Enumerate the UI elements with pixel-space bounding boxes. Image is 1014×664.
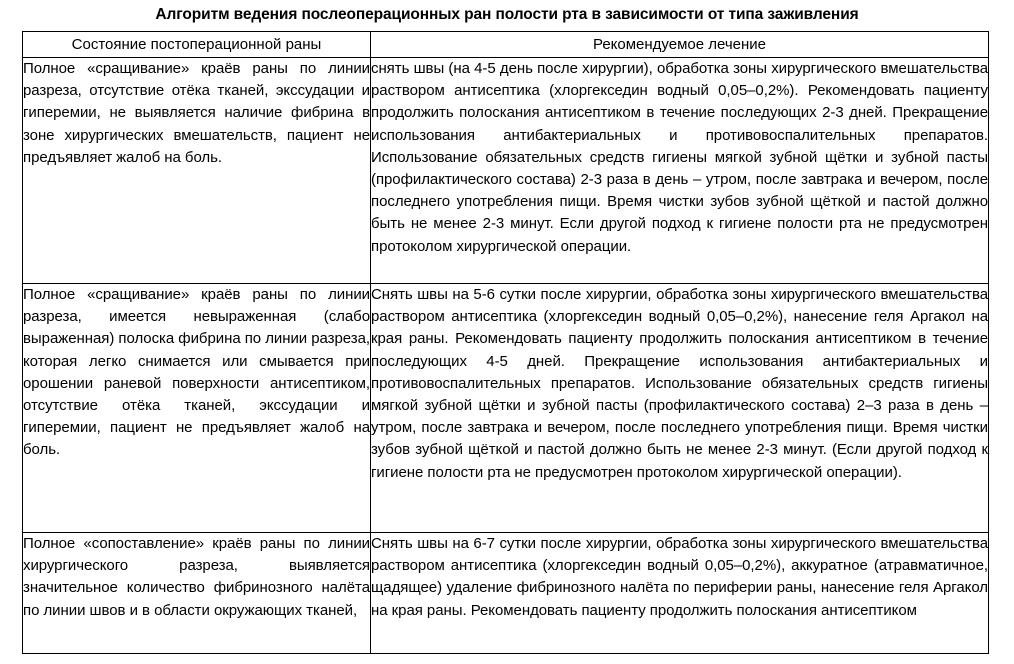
condition-text: Полное «сращивание» краёв раны по линии разреза, имеется невыраженная (слабо выраженная) полоска фибрина по линии разреза, которая легко снимается или смывается при орошении раневой поверхности антисептиком, отсутствие отёка тканей, экссудации и гиперемии, пациент не предъявляет жалоб на боль. [23, 286, 370, 459]
condition-text: Полное «сращивание» краёв раны по линии разреза, отсутствие отёка тканей, экссудации и гиперемии, не выявляется наличие фибрина в зоне хирургических вмешательств, пациент не предъявляет жалоб на боль. [23, 60, 370, 166]
table-header-row [23, 32, 989, 58]
column-header-treatment: Рекомендуемое лечение [371, 32, 989, 58]
cell-treatment [371, 284, 989, 533]
cell-treatment [371, 533, 989, 654]
table-row [23, 58, 989, 284]
column-header-condition: Состояние постоперационной раны [23, 32, 371, 58]
cell-condition [23, 533, 371, 654]
treatment-text: Снять швы на 5-6 сутки после хирургии, обработка зоны хирургического вмешательства раствором антисептика (хлоргекседин водный 0,05–0,2%), нанесение геля Аргакол на края раны. Рекомендовать пациенту продолжить полоскания антисептиком в течение последующих 4-5 дней. Прекращение использования антибактериальных и противовоспалительных препаратов. Использование обязательных средств гигиены мягкой зубной щётки и зубной пасты (профилактического состава) 2–3 раза в день – утром, после завтрака и вечером, после последнего употребления пищи. Время чистки зубов зубной щёткой и пастой должно быть не менее 2-3 минут. (Если другой подход к гигиене полости рта не предусмотрен протоколом хирургической операции). [371, 286, 988, 481]
table-body [23, 58, 989, 654]
cell-treatment [371, 58, 989, 284]
table-row [23, 284, 989, 533]
condition-text: Полное «сопоставление» краёв раны по линии хирургического разреза, выявляется значительное количество фибринозного налёта по линии швов и в области окружающих тканей, [23, 535, 370, 619]
treatment-text: снять швы (на 4-5 день после хирургии), обработка зоны хирургического вмешательства раствором антисептика (хлоргекседин водный 0,05–0,2%). Рекомендовать пациенту продолжить полоскания антисептиком в течение последующих 2-3 дней. Прекращение использования антибактериальных и противовоспалительных препаратов. Использование обязательных средств гигиены мягкой зубной щётки и зубной пасты (профилактического состава) 2-3 раза в день – утром, после завтрака и вечером, после последнего употребления пищи. Время чистки зубов зубной щёткой и пастой должно быть не менее 2-3 минут. Если другой подход к гигиене полости рта не предусмотрен протоколом хирургической операции. [371, 60, 988, 255]
cell-condition [23, 284, 371, 533]
table-header [23, 32, 989, 58]
algorithm-table [22, 31, 989, 654]
cell-condition [23, 58, 371, 284]
treatment-text: Снять швы на 6-7 сутки после хирургии, обработка зоны хирургического вмешательства раствором антисептика (хлоргекседин водный 0,05–0,2%), аккуратное (атравматичное, щадящее) удаление фибринозного налёта по периферии раны, нанесение геля Аргакол на края раны. Рекомендовать пациенту продолжить полоскания антисептиком [371, 535, 988, 619]
algorithm-table-container [22, 31, 988, 654]
table-row [23, 533, 989, 654]
page-title: Алгоритм ведения послеоперационных ран полости рта в зависимости от типа заживления [155, 6, 859, 23]
